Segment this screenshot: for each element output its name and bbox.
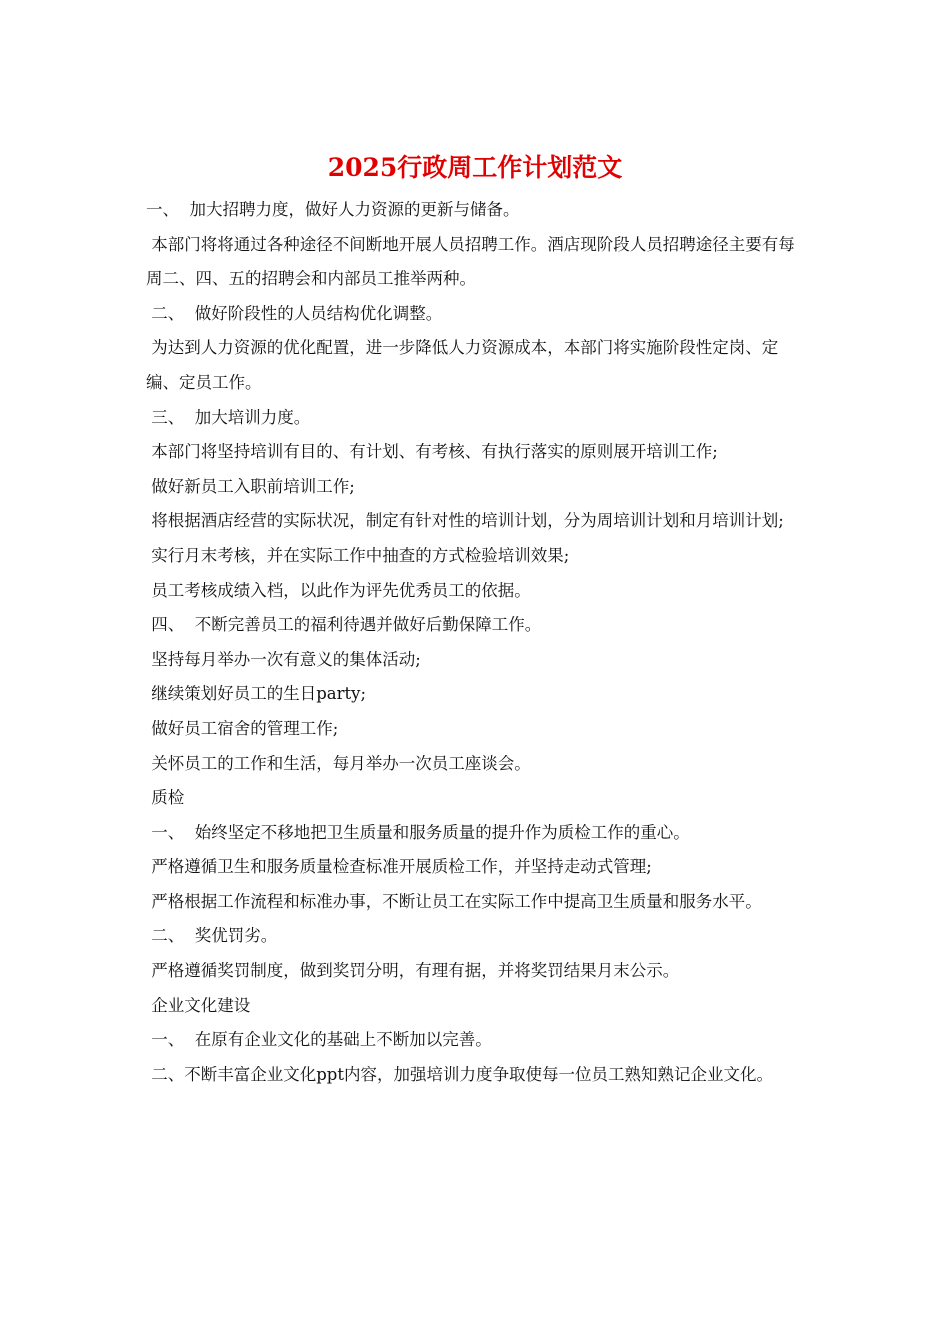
paragraph: 三、 加大培训力度。 [146,407,311,427]
paragraph: 关怀员工的工作和生活，每月举办一次员工座谈会。 [146,753,531,773]
paragraph: 员工考核成绩入档，以此作为评先优秀员工的依据。 [146,580,531,600]
paragraph: 二、不断丰富企业文化ppt内容，加强培训力度争取使每一位员工熟知熟记企业文化。 [146,1064,774,1084]
document-title: 2025行政周工作计划范文 [327,153,623,182]
paragraph: 二、 奖优罚劣。 [146,926,278,946]
paragraph: 二、 做好阶段性的人员结构优化调整。 [146,303,443,323]
paragraph: 本部门将将通过各种途径不间断地开展人员招聘工作。酒店现阶段人员招聘途径主要有每周二、四、五的招聘会和内部员工推举两种。 [146,234,795,289]
paragraph: 一、 加大招聘力度，做好人力资源的更新与储备。 [146,200,520,219]
paragraph: 严格遵循奖罚制度，做到奖罚分明，有理有据，并将奖罚结果月末公示。 [146,961,680,981]
paragraph: 将根据酒店经营的实际状况，制定有针对性的培训计划，分为周培训计划和月培训计划; [146,511,784,531]
paragraph: 一、 始终坚定不移地把卫生质量和服务质量的提升作为质检工作的重心。 [146,822,690,842]
paragraph: 做好员工宿舍的管理工作; [146,718,339,738]
paragraph: 实行月末考核，并在实际工作中抽查的方式检验培训效果; [146,545,570,565]
paragraph: 质检 [146,788,185,808]
paragraph: 继续策划好员工的生日party; [146,684,367,704]
paragraph: 坚持每月举办一次有意义的集体活动; [146,649,421,669]
paragraph: 一、 在原有企业文化的基础上不断加以完善。 [146,1030,492,1050]
paragraph: 严格根据工作流程和标准办事，不断让员工在实际工作中提高卫生质量和服务水平。 [146,891,762,911]
paragraph: 做好新员工入职前培训工作; [146,476,355,496]
paragraph: 本部门将坚持培训有目的、有计划、有考核、有执行落实的原则展开培训工作; [146,442,718,462]
paragraph: 企业文化建设 [146,995,251,1015]
document-body [146,193,810,1092]
paragraph: 为达到人力资源的优化配置，进一步降低人力资源成本，本部门将实施阶段性定岗、定编、定员工作。 [146,338,779,392]
paragraph: 严格遵循卫生和服务质量检查标准开展质检工作，并坚持走动式管理; [146,857,652,877]
paragraph: 四、 不断完善员工的福利待遇并做好后勤保障工作。 [146,615,542,635]
